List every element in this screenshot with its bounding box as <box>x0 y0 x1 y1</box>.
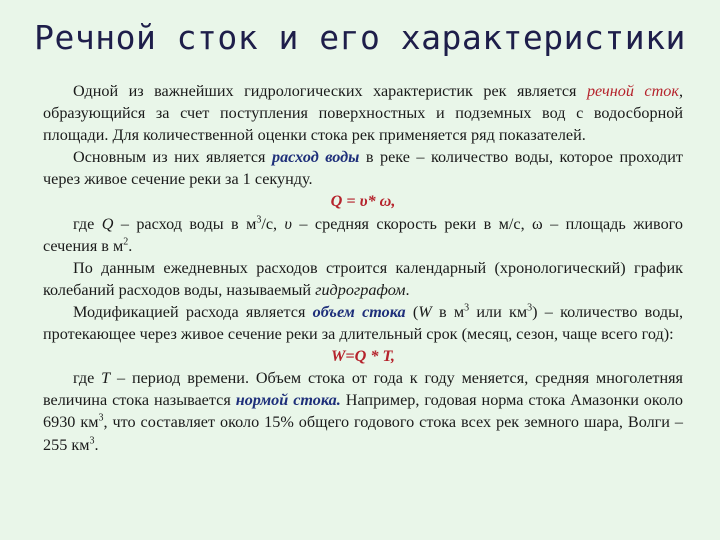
paragraph-discharge <box>43 146 683 190</box>
var-q: Q <box>101 214 114 233</box>
paragraph-river-runoff <box>43 80 683 146</box>
text: . <box>128 236 133 255</box>
formula-discharge: Q = υ* ω, <box>330 192 396 211</box>
text: По данным ежедневных расходов строится календарный (хронологический) график колебаний расходов воды, называемый <box>43 258 683 299</box>
term-hydrograph: гидрографом <box>315 280 406 299</box>
term-water-discharge: расход воды <box>271 148 360 167</box>
superscript: 3 <box>89 435 95 447</box>
text: – средняя скорость реки в м/с, ω – площадь живого сечения в м <box>43 214 683 255</box>
text: Модификацией расхода является <box>73 302 313 321</box>
formula-volume: W=Q * T, <box>331 347 395 366</box>
text: в реке – количество воды, которое проходит через живое сечение реки за 1 секунду. <box>43 148 683 189</box>
text: . <box>405 280 410 299</box>
text: Одной из важнейших гидрологических характеристик рек является <box>73 82 587 100</box>
text: – период времени. Объем стока от года к году меняется, средняя многолетняя величина стока называется <box>43 369 684 410</box>
superscript: 3 <box>256 214 262 226</box>
text: . <box>94 435 99 454</box>
text: где <box>73 369 102 388</box>
paragraph-runoff-norm <box>43 367 683 455</box>
superscript: 2 <box>123 236 129 248</box>
term-runoff-volume: объем стока <box>312 302 406 321</box>
text: Основным из них является <box>73 148 272 167</box>
var-v: υ <box>284 214 292 233</box>
text: Например, годовая норма стока Амазонки около 6930 км <box>43 391 683 432</box>
slide-title: Речной сток и его характеристики <box>34 18 686 57</box>
var-w: W <box>418 302 432 321</box>
text: в м <box>431 302 465 321</box>
superscript: 3 <box>98 413 104 425</box>
var-t: T <box>101 369 111 388</box>
paragraph-formula-legend <box>43 213 683 257</box>
text: , образующийся за счет поступления поверхностных и подземных вод с водосборной площади. Для количественной оценки стока рек применяется ряд показателей. <box>43 82 683 145</box>
text: ( <box>405 302 419 321</box>
slide-body <box>43 80 683 456</box>
text: /с, <box>261 214 285 233</box>
superscript: 3 <box>464 302 470 314</box>
text: где <box>73 214 102 233</box>
text: , что составляет около 15% общего годового стока всех рек земного шара, Волги – 255 км <box>43 413 683 454</box>
text: или км <box>469 302 528 321</box>
text: ) – количество воды, протекающее через живое сечение реки за длительный срок (месяц, сезон, чаще всего год): <box>43 302 683 344</box>
text: – расход воды в м <box>113 214 257 233</box>
term-river-runoff: речной сток <box>586 82 679 100</box>
term-runoff-norm: нормой стока. <box>235 391 341 410</box>
paragraph-hydrograph <box>43 257 683 301</box>
paragraph-runoff-volume <box>43 301 683 345</box>
superscript: 3 <box>527 302 533 314</box>
